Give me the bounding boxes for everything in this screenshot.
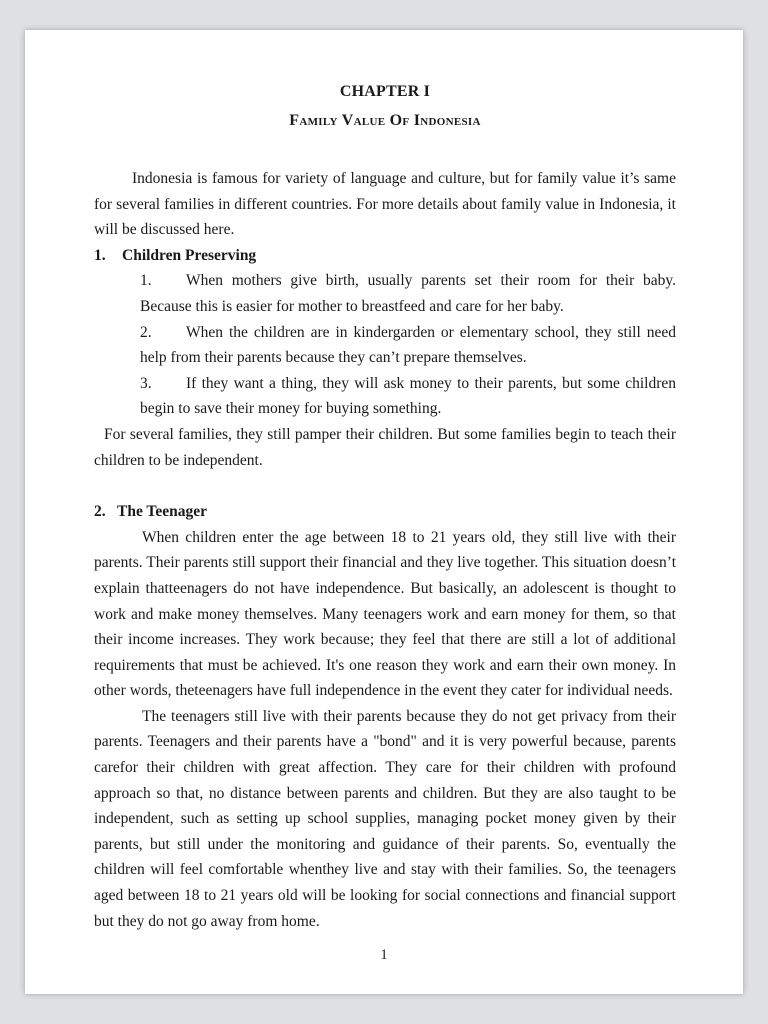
section-1-closing-paragraph: For several families, they still pamper their children. But some families begin to teach their children to be independent.	[94, 425, 676, 469]
section-1-label: Children Preserving	[122, 246, 257, 264]
list-item-2-text: When the children are in kindergarden or elementary school, they still need help from their parents because they can’t prepare themselves.	[140, 323, 676, 367]
list-item-3-number: 3.	[140, 374, 152, 392]
page-number: 1	[380, 947, 388, 963]
document-page	[25, 30, 743, 994]
list-item-3	[140, 371, 676, 422]
chapter-subtitle: Family Value Of Indonesia	[289, 112, 481, 129]
section-2-number: 2.	[94, 503, 106, 521]
section-2-paragraph-1: When children enter the age between 18 to 21 years old, they still live with their parents. Their parents still support their financial and they live together. This situation doesn’t explain thatteenagers do not have independence. But basically, an adolescent is thought to work and make money themselves. Many teenagers work and earn money for them, so that their income increases. They work because; they feel that there are still a lot of additional requirements that must be achieved. It's one reason they work and earn their own money. In other words, theteenagers have full independence in the event they cater for individual needs.	[94, 528, 676, 700]
section-2-heading	[94, 499, 676, 525]
list-item-1-text: When mothers give birth, usually parents set their room for their baby. Because this is easier for mother to breastfeed and care for her baby.	[140, 272, 676, 315]
intro-paragraph: Indonesia is famous for variety of language and culture, but for family value it’s same for several families in different countries. For more details about family value in Indonesia, it will be discussed here.	[94, 170, 676, 239]
list-item-1	[140, 268, 676, 319]
chapter-title: CHAPTER I	[339, 83, 431, 100]
section-1-number: 1.	[94, 246, 106, 264]
list-item-1-number: 1.	[140, 272, 152, 290]
section-2-label: The Teenager	[117, 503, 207, 521]
list-item-2	[140, 320, 676, 371]
section-2-paragraph-2: The teenagers still live with their parents because they do not get privacy from their parents. Teenagers and their parents have a "bond" and it is very powerful because, parents carefor their children with great affection. They care for their children with profound approach so that, no distance between parents and children. But they are also taught to be independent, such as setting up school supplies, managing pocket money given by their parents, but still under the monitoring and guidance of their parents. So, eventually the children will feel comfortable whenthey live and stay with their families. So, the teenagers aged between 18 to 21 years old will be looking for social connections and financial support but they do not go away from home.	[94, 707, 676, 930]
list-item-2-number: 2.	[140, 323, 152, 341]
section-1-heading	[94, 243, 676, 269]
list-item-3-text: If they want a thing, they will ask money to their parents, but some children begin to save their money for buying something.	[140, 374, 676, 418]
